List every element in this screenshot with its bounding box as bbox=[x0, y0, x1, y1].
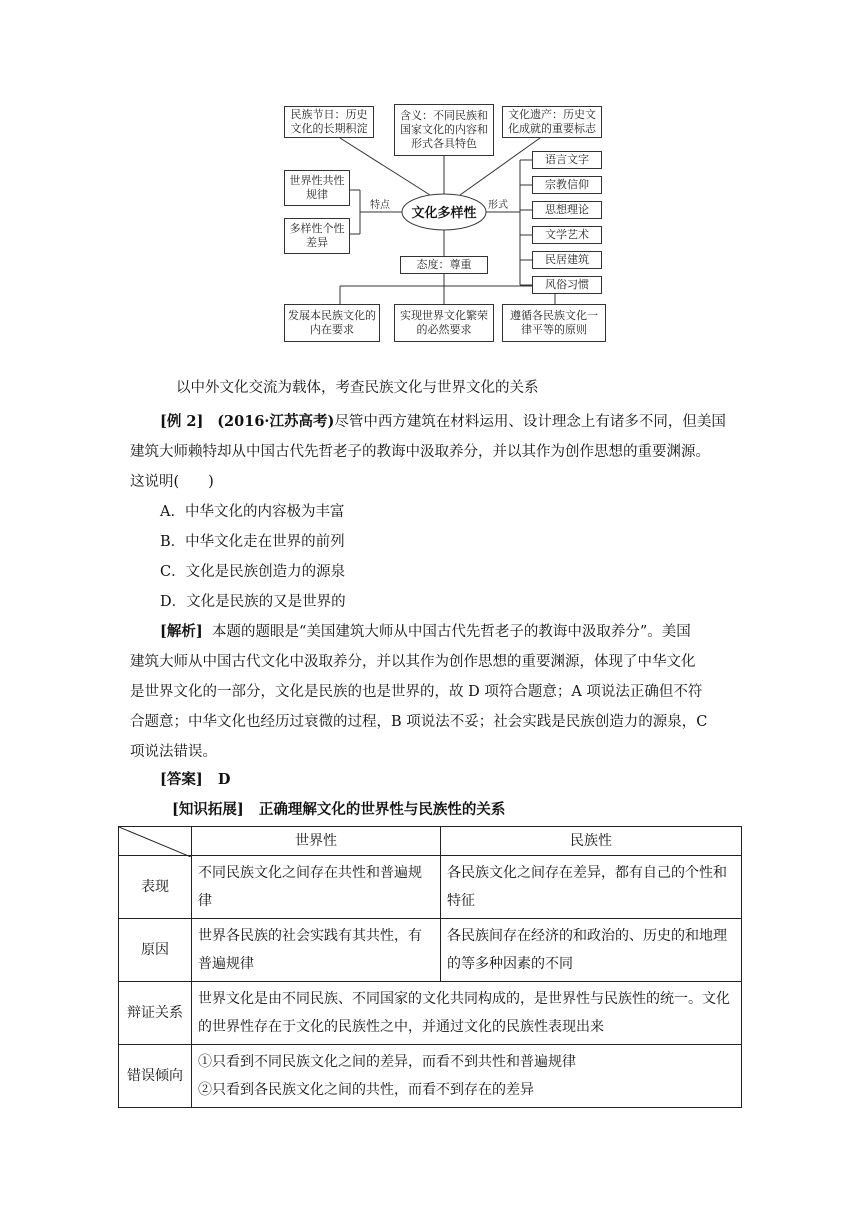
diagram-box-right-4: 文学艺术 bbox=[532, 226, 602, 244]
option-a: A．中华文化的内容极为丰富 bbox=[160, 504, 345, 520]
diagram-box-right-3: 思想理论 bbox=[532, 201, 602, 219]
analysis-label: [解析] bbox=[160, 623, 203, 640]
table-row bbox=[119, 919, 742, 982]
row-head-dialectic: 辩证关系 bbox=[119, 982, 192, 1045]
error-line-2: ②只看到各民族文化之间的共性，而看不到存在的差异 bbox=[198, 1082, 534, 1098]
corner-diagonal bbox=[119, 827, 191, 857]
table-row bbox=[119, 982, 742, 1045]
example-source: (2016·江苏高考) bbox=[217, 413, 335, 430]
analysis-line-2: 建筑大师从中国古代文化中汲取养分，并以其作为创作思想的重要渊源，体现了中华文化 bbox=[130, 654, 696, 670]
answer-value: D bbox=[217, 771, 231, 788]
diagram-box-bottom-1: 发展本民族文化的内在要求 bbox=[284, 304, 380, 342]
diagram-box-bottom-2: 实现世界文化繁荣的必然要求 bbox=[394, 304, 494, 342]
diagram-box-right-5: 民居建筑 bbox=[532, 251, 602, 269]
error-line-1: ①只看到不同民族文化之间的差异，而看不到共性和普遍规律 bbox=[198, 1054, 576, 1070]
knowledge-title: 正确理解文化的世界性与民族性的关系 bbox=[258, 801, 506, 818]
diagram-label-right: 形式 bbox=[488, 200, 508, 211]
table-corner-cell bbox=[119, 827, 192, 856]
row-head-cause: 原因 bbox=[119, 919, 192, 982]
table-row bbox=[119, 856, 742, 919]
analysis-line-1 bbox=[160, 622, 691, 642]
answer-line bbox=[160, 770, 230, 790]
culture-diversity-diagram bbox=[280, 98, 610, 348]
table-row bbox=[119, 1045, 742, 1108]
cell-world-cause: 世界各民族的社会实践有其共性，有普遍规律 bbox=[192, 919, 441, 982]
cell-nation-cause: 各民族间存在经济的和政治的、历史的和地理的等多种因素的不同 bbox=[441, 919, 742, 982]
analysis-line-4: 合题意；中华文化也经历过衰微的过程，B 项说法不妥；社会实践是民族创造力的源泉，C bbox=[130, 714, 708, 730]
table-header-row bbox=[119, 827, 742, 856]
diagram-box-right-6: 风俗习惯 bbox=[532, 276, 602, 294]
diagram-box-top-3: 文化遗产：历史文化成就的重要标志 bbox=[502, 106, 602, 138]
diagram-attitude-box: 态度：尊重 bbox=[400, 256, 488, 274]
example-label: [例 2] bbox=[160, 413, 204, 430]
diagram-box-top-1: 民族节日：历史文化的长期积淀 bbox=[284, 106, 374, 138]
cell-dialectic: 世界文化是由不同民族、不同国家的文化共同构成的，是世界性与民族性的统一。文化的世界性存在于文化的民族性之中，并通过文化的民族性表现出来 bbox=[192, 982, 742, 1045]
example-stem-line-1: 尽管中西方建筑在材料运用、设计理念上有诸多不同，但美国 bbox=[334, 414, 726, 430]
diagram-center: 文化多样性 bbox=[411, 206, 477, 221]
knowledge-table bbox=[118, 826, 742, 1108]
analysis-text-1: 本题的题眼是“美国建筑大师从中国古代先哲老子的教诲中汲取养分”。美国 bbox=[211, 624, 691, 640]
col-header-world: 世界性 bbox=[192, 827, 441, 856]
diagram-box-right-2: 宗教信仰 bbox=[532, 176, 602, 194]
topic-line: 以中外文化交流为载体，考查民族文化与世界文化的关系 bbox=[176, 380, 539, 396]
row-head-manifest: 表现 bbox=[119, 856, 192, 919]
diagram-box-left-2: 多样性个性差异 bbox=[284, 218, 350, 254]
example-stem-line-2: 建筑大师赖特却从中国古代先哲老子的教诲中汲取养分，并以其作为创作思想的重要渊源。 bbox=[130, 444, 710, 460]
diagram-box-bottom-3: 遵循各民族文化一律平等的原则 bbox=[502, 304, 606, 342]
knowledge-label: [知识拓展] bbox=[172, 801, 244, 818]
example-stem-line-3: 这说明( ) bbox=[130, 474, 214, 490]
option-d: D．文化是民族的又是世界的 bbox=[160, 594, 346, 610]
row-head-error: 错误倾向 bbox=[119, 1045, 192, 1108]
diagram-label-left: 特点 bbox=[370, 200, 390, 211]
col-header-nation: 民族性 bbox=[441, 827, 742, 856]
option-b: B．中华文化走在世界的前列 bbox=[160, 534, 345, 550]
cell-world-manifest: 不同民族文化之间存在共性和普遍规律 bbox=[192, 856, 441, 919]
cell-nation-manifest: 各民族文化之间存在差异，都有自己的个性和特征 bbox=[441, 856, 742, 919]
cell-error bbox=[192, 1045, 742, 1108]
analysis-line-5: 项说法错误。 bbox=[130, 744, 217, 760]
analysis-line-3: 是世界文化的一部分，文化是民族的也是世界的，故 D 项符合题意；A 项说法正确但不符 bbox=[130, 684, 703, 700]
diagram-box-left-1: 世界性共性规律 bbox=[284, 170, 350, 206]
knowledge-title-line bbox=[172, 800, 505, 820]
diagram-box-top-2: 含义：不同民族和国家文化的内容和形式各具特色 bbox=[394, 104, 494, 156]
example-first-line bbox=[160, 412, 726, 432]
answer-label: [答案] bbox=[160, 771, 203, 788]
option-c: C．文化是民族创造力的源泉 bbox=[160, 564, 346, 580]
diagram-box-right-1: 语言文字 bbox=[532, 151, 602, 169]
